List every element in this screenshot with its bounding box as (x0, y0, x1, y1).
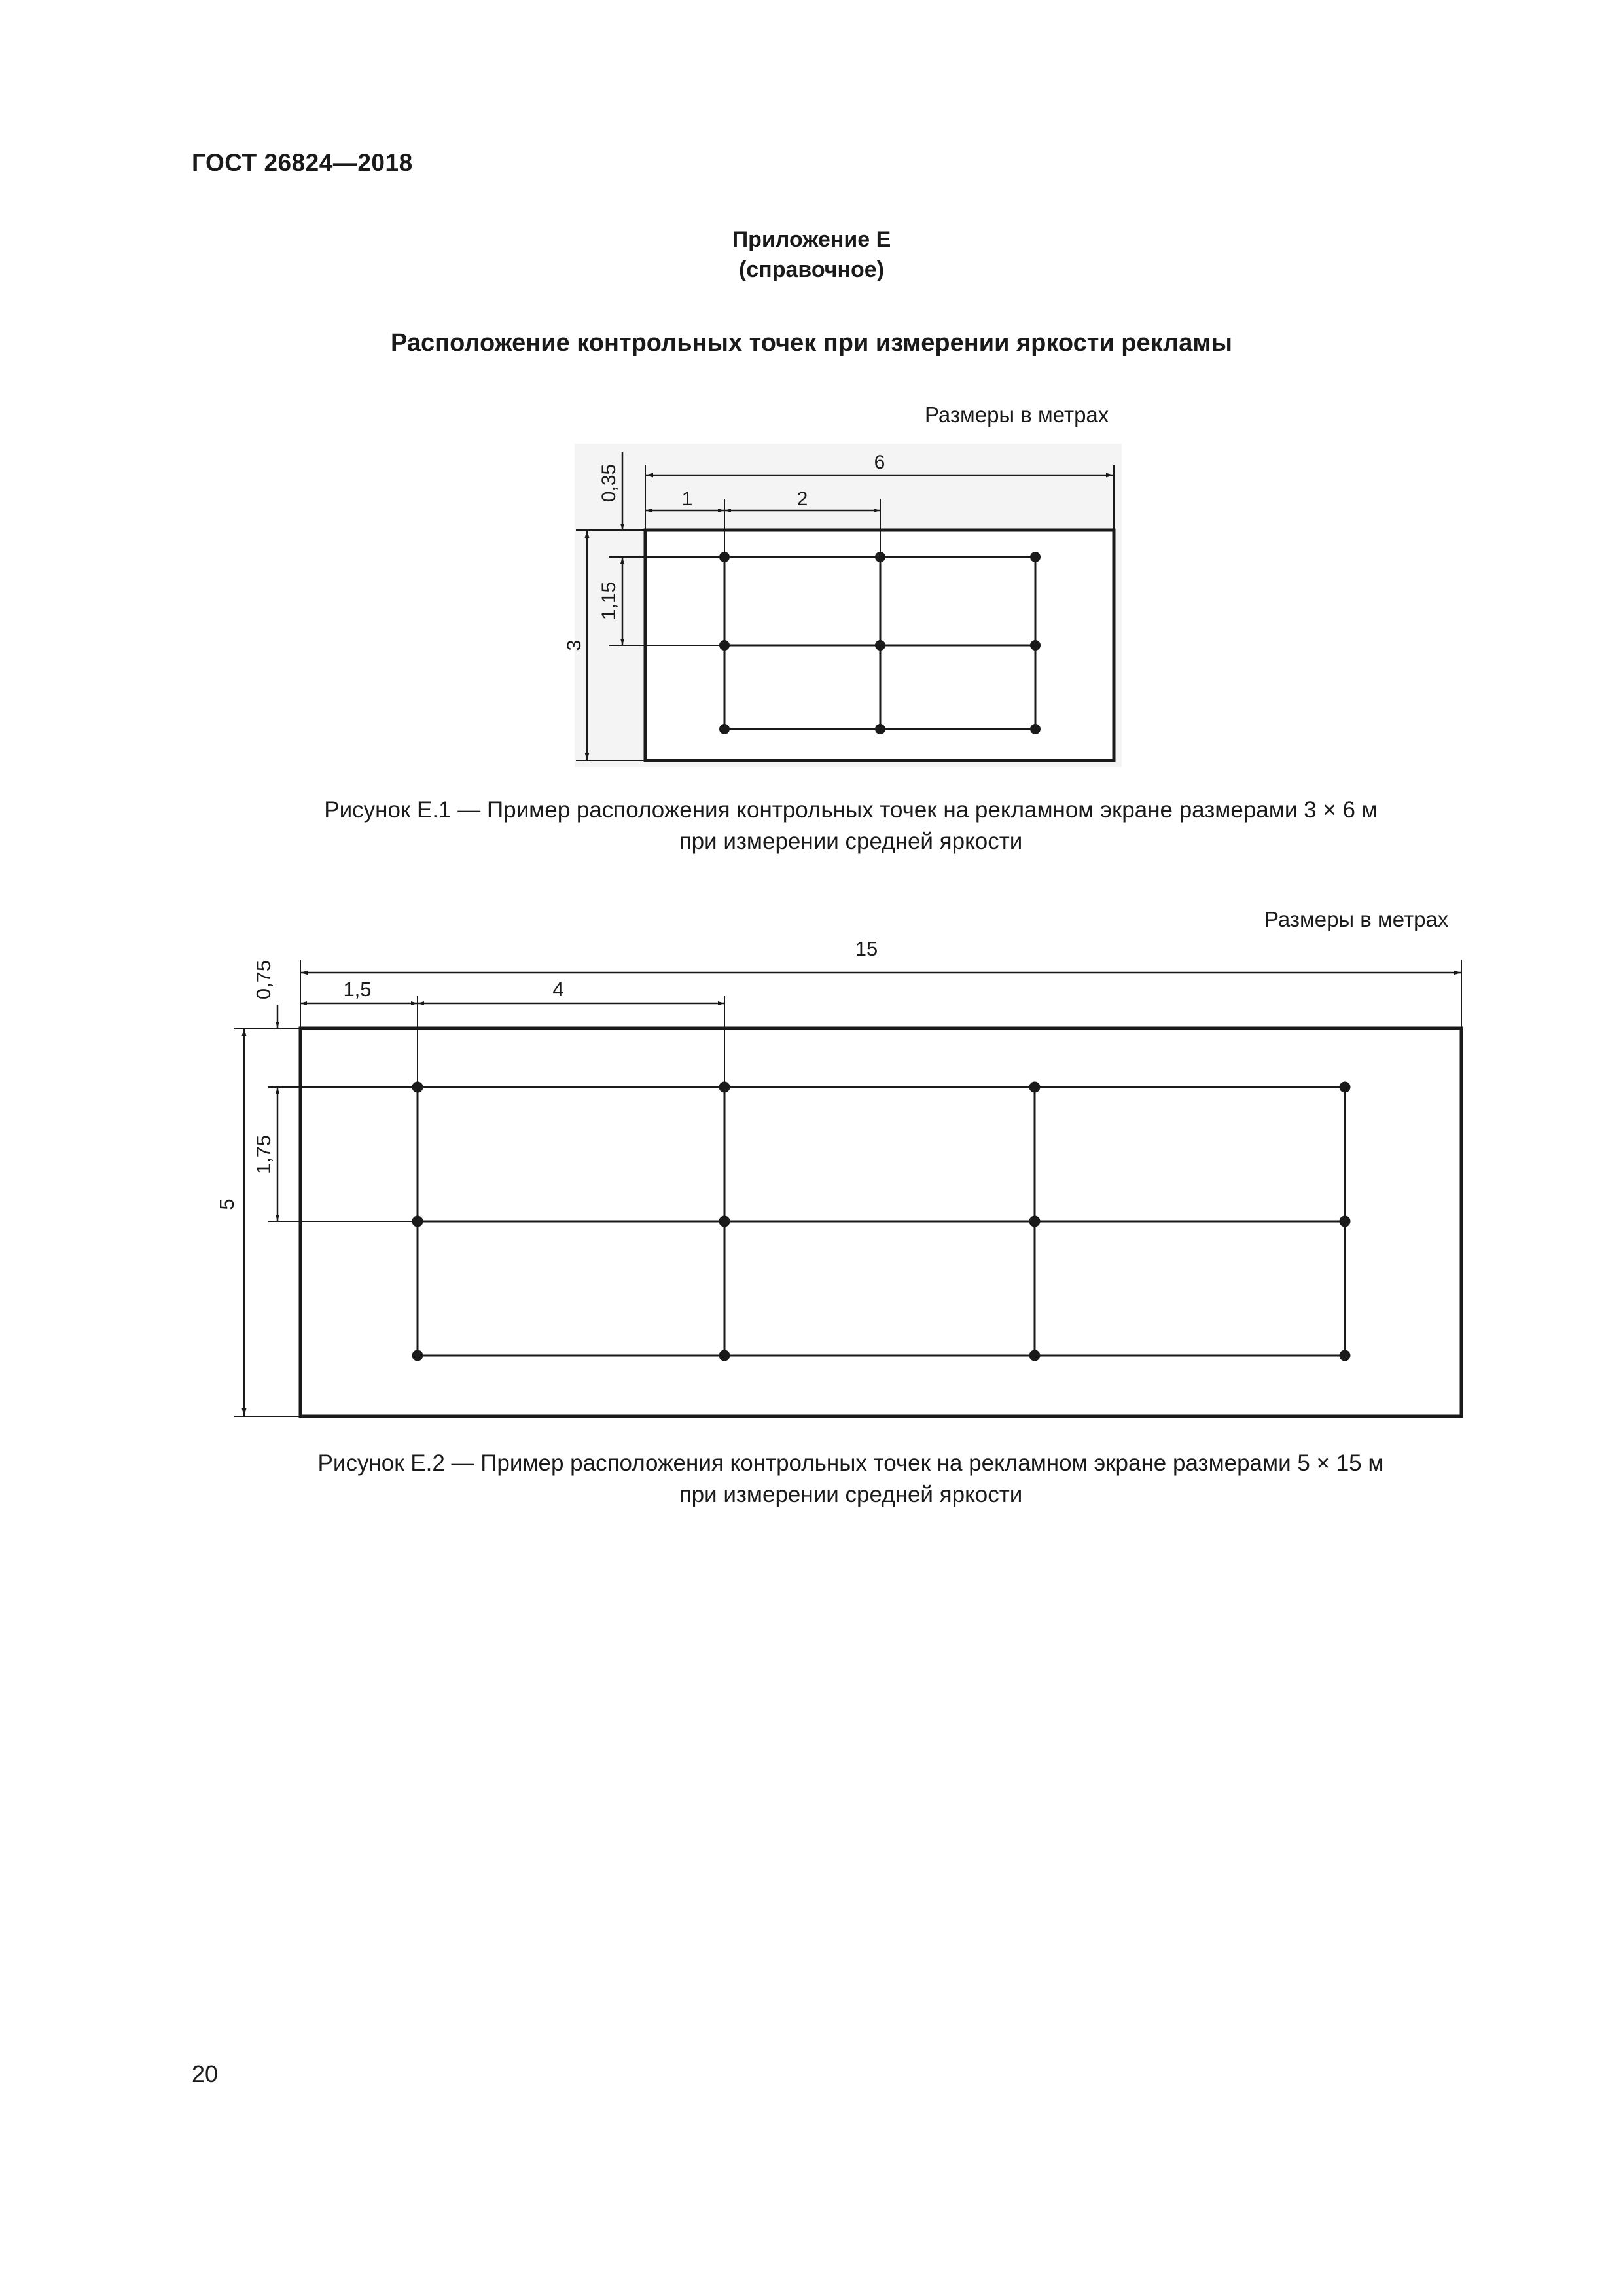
control-point (1340, 1216, 1351, 1227)
figure2-label-first-offset: 1,5 (343, 978, 372, 1001)
figure2-label-vertical-spacing: 1,75 (252, 1134, 275, 1175)
control-point (719, 1350, 730, 1361)
figure2-caption-line1: Рисунок Е.2 — Пример расположения контрольных точек на рекламном экране размерами 5 × 15 м (317, 1450, 1384, 1476)
figure2-label-total-width: 15 (855, 937, 878, 960)
control-point (1340, 1082, 1351, 1093)
control-point (412, 1350, 423, 1361)
figure1-label-first-offset: 1 (681, 488, 693, 510)
figure1-label-horizontal-spacing: 2 (796, 488, 808, 510)
control-point (1029, 1082, 1041, 1093)
control-point (1029, 1216, 1041, 1227)
figure1-caption-line1: Рисунок Е.1 — Пример расположения контрольных точек на рекламном экране размерами 3 × 6 м (324, 797, 1378, 823)
control-point (719, 1216, 730, 1227)
section-title: Расположение контрольных точек при измерении яркости рекламы (391, 329, 1232, 357)
document-code: ГОСТ 26824—2018 (192, 149, 413, 176)
figure1-label-vertical-spacing: 1,15 (598, 581, 620, 620)
figure2-label-top-offset: 0,75 (252, 960, 275, 1000)
figure2-label-total-height: 5 (215, 1198, 238, 1210)
figure2-dimension-note: Размеры в метрах (1264, 907, 1449, 931)
figure1-dimension-note: Размеры в метрах (925, 403, 1109, 427)
annex-title: Приложение Е (732, 227, 891, 252)
figure1-label-total-height: 3 (563, 639, 585, 651)
control-point (1029, 1350, 1041, 1361)
figure1-label-top-offset: 0,35 (598, 463, 620, 503)
figure2-caption (0, 1448, 1623, 1511)
figure2-label-horizontal-spacing: 4 (552, 978, 564, 1001)
figure2-caption-line2: при измерении средней яркости (679, 1482, 1023, 1507)
figure1-caption-line2: при измерении средней яркости (679, 829, 1023, 854)
control-point (1340, 1350, 1351, 1361)
figure1-label-total-width: 6 (874, 452, 885, 473)
page-number: 20 (192, 2060, 219, 2087)
annex-subtitle: (справочное) (738, 257, 885, 282)
